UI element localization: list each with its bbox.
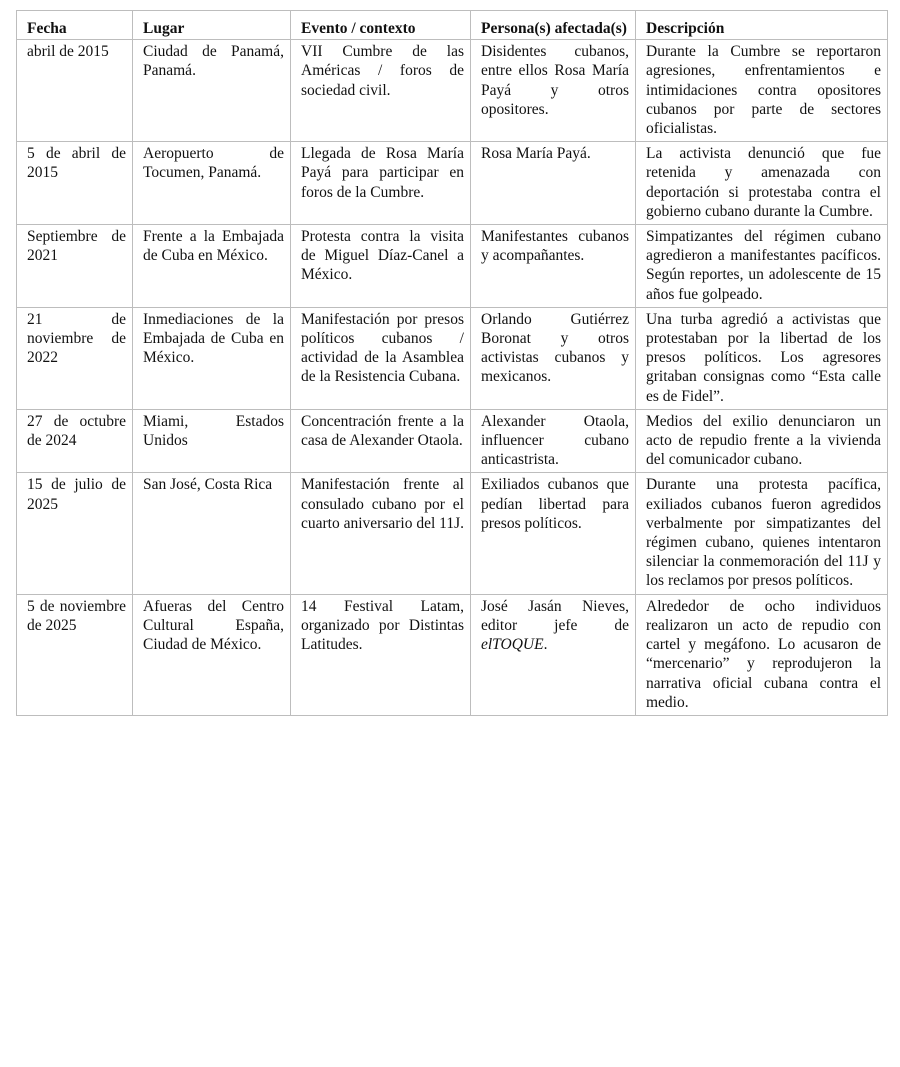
cell-personas: Exiliados cubanos que pedían libertad para presos políticos.: [471, 473, 636, 594]
cell-personas: [471, 594, 636, 715]
cell-fecha: Septiembre de 2021: [17, 225, 133, 308]
cell-fecha: 5 de abril de 2015: [17, 142, 133, 225]
header-fecha: Fecha: [17, 11, 133, 40]
cell-fecha: 15 de julio de 2025: [17, 473, 133, 594]
cell-lugar: Aeropuerto de Tocumen, Panamá.: [133, 142, 291, 225]
header-descripcion: Descripción: [636, 11, 888, 40]
cell-personas: Alexander Otaola, influencer cubano anticastrista.: [471, 409, 636, 473]
cell-evento: Manifestación frente al consulado cubano por el cuarto aniversario del 11J.: [291, 473, 471, 594]
personas-text: José Jasán Nieves, editor jefe de: [481, 597, 629, 634]
header-lugar: Lugar: [133, 11, 291, 40]
table-row: [17, 225, 888, 308]
cell-fecha: 21 de noviembre de 2022: [17, 307, 133, 409]
table-header-row: [17, 11, 888, 40]
cell-fecha: abril de 2015: [17, 40, 133, 142]
cell-descripcion: Durante la Cumbre se reportaron agresiones, enfrentamientos e intimidaciones contra opositores cubanos por parte de sectores oficialistas.: [636, 40, 888, 142]
cell-evento: VII Cumbre de las Américas / foros de sociedad civil.: [291, 40, 471, 142]
table-row: [17, 142, 888, 225]
cell-fecha: 27 de octubre de 2024: [17, 409, 133, 473]
table-row: [17, 594, 888, 715]
cell-evento: Llegada de Rosa María Payá para participar en foros de la Cumbre.: [291, 142, 471, 225]
cell-lugar: Ciudad de Panamá, Panamá.: [133, 40, 291, 142]
cell-descripcion: La activista denunció que fue retenida y amenazada con deportación si protestaba contra el gobierno cubano durante la Cumbre.: [636, 142, 888, 225]
header-personas: Persona(s) afectada(s): [471, 11, 636, 40]
cell-descripcion: Una turba agredió a activistas que protestaban por la libertad de los presos políticos. Los agresores gritaban consignas como “Esta calle es de Fidel”.: [636, 307, 888, 409]
table-row: [17, 40, 888, 142]
events-table: [16, 10, 888, 716]
cell-evento: Protesta contra la visita de Miguel Díaz-Canel a México.: [291, 225, 471, 308]
cell-evento: Manifestación por presos políticos cubanos / actividad de la Asamblea de la Resistencia Cubana.: [291, 307, 471, 409]
header-evento: Evento / contexto: [291, 11, 471, 40]
cell-lugar: Inmediaciones de la Embajada de Cuba en México.: [133, 307, 291, 409]
cell-evento: Concentración frente a la casa de Alexander Otaola.: [291, 409, 471, 473]
cell-descripcion: Alrededor de ocho individuos realizaron un acto de repudio con cartel y megáfono. Lo acusaron de “mercenario” y reprodujeron la narrativa oficial cubana contra el medio.: [636, 594, 888, 715]
cell-lugar: Frente a la Embajada de Cuba en México.: [133, 225, 291, 308]
cell-personas: Disidentes cubanos, entre ellos Rosa María Payá y otros opositores.: [471, 40, 636, 142]
cell-personas: Manifestantes cubanos y acompañantes.: [471, 225, 636, 308]
cell-personas: Orlando Gutiérrez Boronat y otros activistas cubanos y mexicanos.: [471, 307, 636, 409]
table-row: [17, 473, 888, 594]
cell-lugar: San José, Costa Rica: [133, 473, 291, 594]
medio-name: elTOQUE: [481, 636, 544, 654]
table-row: [17, 409, 888, 473]
cell-lugar: Afueras del Centro Cultural España, Ciudad de México.: [133, 594, 291, 715]
personas-end: .: [543, 636, 548, 654]
cell-evento: 14 Festival Latam, organizado por Distintas Latitudes.: [291, 594, 471, 715]
cell-descripcion: Durante una protesta pacífica, exiliados cubanos fueron agredidos verbalmente por simpatizantes del régimen cubano, quienes intentaron silenciar la conmemoración del 11J y los reclamos por presos políticos.: [636, 473, 888, 594]
cell-descripcion: Simpatizantes del régimen cubano agredieron a manifestantes pacíficos. Según reportes, un adolescente de 15 años fue golpeado.: [636, 225, 888, 308]
cell-lugar: Miami, Estados Unidos: [133, 409, 291, 473]
cell-fecha: 5 de noviembre de 2025: [17, 594, 133, 715]
cell-personas: Rosa María Payá.: [471, 142, 636, 225]
table-row: [17, 307, 888, 409]
cell-descripcion: Medios del exilio denunciaron un acto de repudio frente a la vivienda del comunicador cubano.: [636, 409, 888, 473]
